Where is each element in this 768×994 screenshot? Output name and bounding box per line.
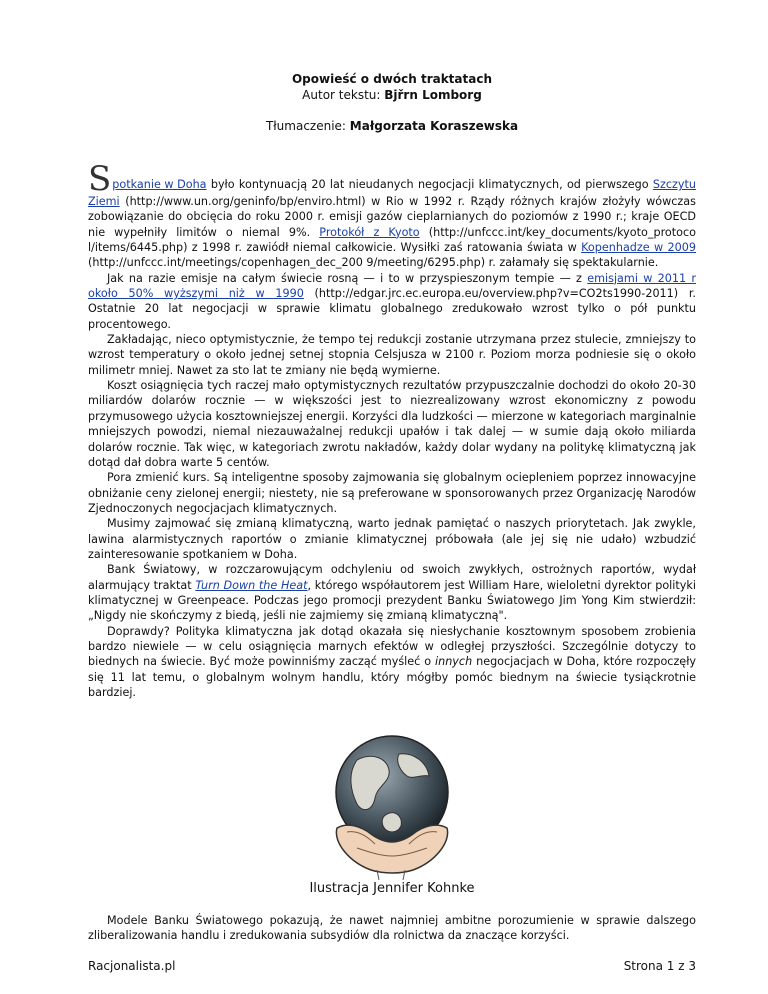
link-protokol-kyoto[interactable]: Protokół z Kyoto (319, 225, 420, 239)
article-title: Opowieść o dwóch traktatach (291, 72, 493, 86)
globe-in-hands-illustration (317, 730, 467, 880)
paragraph-text: Jak na razie emisje na całym świecie rosną — i to w przyspieszonym tempie — z (107, 271, 588, 285)
paragraph-text: (http://unfccc.int/key_documents/kyoto_protoco l/items/6445.php) z 1998 r. zawiódł niemal całkowicie. Wysiłki zaś ratowania świata w (88, 225, 696, 255)
author-prefix: Autor tekstu: (302, 88, 385, 102)
paragraph-1 (88, 150, 696, 271)
author-line (88, 87, 696, 103)
link-emisje-2011[interactable]: emisjami w 2011 r około 50% wyższymi niż w 1990 (88, 271, 697, 301)
link-turn-down-the-heat[interactable] (195, 579, 307, 592)
link-italic-text: Turn Down the Heat (195, 578, 308, 592)
translator-line (88, 118, 696, 134)
article-body (88, 150, 696, 700)
paragraph-text: (http://edgar.jrc.ec.europa.eu/overview.php?v=CO2ts1990-2011) r. Ostatnie 20 lat negocjacji w sprawie klimatu globalnego zredukowało wzrost tylko o pół punktu procentowego. (88, 287, 696, 331)
paragraph-9: Modele Banku Światowego pokazują, że nawet najmniej ambitne porozumienie w sprawie dalszego zliberalizowania handlu i zredukowania subsydiów dla rolnictwa da znaczące korzyści. (88, 914, 696, 943)
paragraph-7 (88, 562, 696, 623)
figure-caption: Ilustracja Jennifer Kohnke (309, 881, 475, 896)
article-continuation (88, 913, 696, 944)
illustration (88, 730, 696, 880)
paragraph-3: Zakładając, nieco optymistycznie, że tempo tej redukcji zostanie utrzymana przez stulecie, zmniejszy to wzrost temperatury o około jednej setnej stopnia Celsjusza w 2100 r. Poziom morza podniesie się o około milimetr mniej. Nawet za sto lat te zmiany nie będą wymierne. (88, 333, 696, 377)
paragraph-text: Doprawdy? Polityka klimatyczna jak dotąd okazała się niesłychanie kosztownym sposobem zrobienia bardzo niewiele — w celu osiągnięcia marnych efektów w odległej przyszłości. Szczególnie dotyczy to biednych na świecie. Być może powinniśmy zacząć myśleć o (88, 624, 696, 669)
footer-page-number: Strona 1 z 3 (623, 959, 696, 973)
paragraph-4: Koszt osiągnięcia tych raczej mało optymistycznych rezultatów przypuszczalnie dochodzi do około 20-30 miliardów dolarów rocznie — w większości jest to niezrealizowany wzrost ekonomiczny z powodu przymusowego użycia kosztowniejszej energii. Korzyści dla ludzkości — mierzone w kategoriach marginalnie mniejszych powodzi, niemal niezauważalnej redukcji upałów i tak dalej — w sumie dają około miliarda dolarów rocznie. Tak więc, w kategoriach zwrotu nakładów, każdy dolar wydany na politykę klimatyczną jak dotąd dał dobra warte 5 centów. (88, 379, 696, 469)
translator-name: Małgorzata Koraszewska (349, 119, 519, 133)
paragraph-6: Musimy zajmować się zmianą klimatyczną, warto jednak pamiętać o naszych priorytetach. Jak zwykle, lawina alarmistycznych raportów o zmianie klimatycznej próbowała (ale jej się nie udało) wzbudzić zainteresowanie spotkaniem w Doha. (88, 517, 696, 561)
paragraph-2 (88, 271, 696, 332)
link-szczyt-ziemi[interactable]: Szczytu Ziemi (88, 178, 696, 208)
translator-prefix: Tłumaczenie: (265, 119, 350, 133)
footer-site: Racjonalista.pl (88, 959, 176, 973)
paragraph-text: (http://www.un.org/geninfo/bp/enviro.html) w Rio w 1992 r. Rządy różnych krajów złożyły wówczas zobowiązanie do obcięcia do roku 2000 r. emisji gazów cieplarnianych do poziomów z 1990 r.; kraje OECD nie wypełniły limitów o niemal 9%. (88, 195, 696, 239)
paragraph-text: było kontynuacją 20 lat nieudanych negocjacji klimatycznych, od pierwszego (206, 178, 653, 191)
paragraph-8 (88, 624, 696, 701)
paragraph-5: Pora zmienić kurs. Są inteligentne sposoby zajmowania się globalnym ociepleniem poprzez innowacyjne obniżanie ceny zielonej energii; niestety, nie są preferowane w sponsorowanych przez Organizację Narodów Zjednoczonych negocjacjach klimatycznych. (88, 471, 696, 515)
paragraph-text: negocjacjach w Doha, które rozpoczęły się 11 lat temu, o globalnym wolnym handlu, który mógłby pomóc biednym na świecie tysiąckrotnie bardziej. (88, 655, 696, 699)
paragraph-text: , którego współautorem jest William Hare, wieloletni dyrektor polityki klimatycznej w Greenpeace. Podczas jego promocji prezydent Banku Światowego Jim Yong Kim stwierdził: „Nigdy nie skończymy z biedą, jeśli nie zajmiemy się zmianą klimatyczną". (88, 578, 696, 623)
paragraph-text: Bank Światowy, w rozczarowującym odchyleniu od swoich zwykłych, ostrożnych raportów, wydał alarmujący traktat (88, 563, 696, 592)
paragraph-text: (http://unfccc.int/meetings/copenhagen_dec_200 9/meeting/6295.php) r. załamały się spektakularnie. (88, 256, 659, 270)
link-doha[interactable]: potkanie w Doha (112, 178, 207, 191)
link-kopenhaga[interactable]: Kopenhadze w 2009 (581, 241, 696, 255)
emphasis-text: innych (435, 655, 473, 669)
author-name: Bjřrn Lomborg (384, 88, 482, 102)
drop-cap: S (88, 159, 112, 199)
